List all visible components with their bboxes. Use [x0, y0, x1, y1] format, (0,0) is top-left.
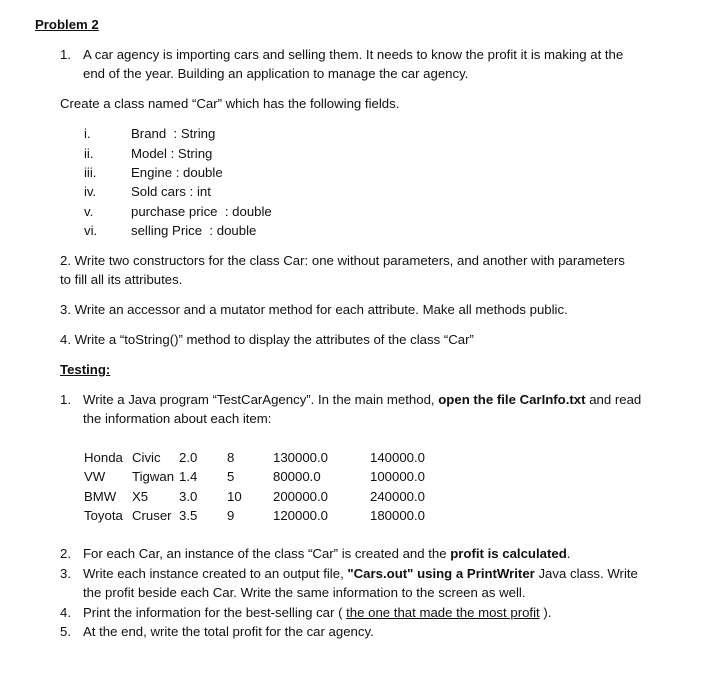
intro-line-1: A car agency is importing cars and selling them. It needs to know the profit it is making at the	[83, 47, 624, 62]
later-item-2-end: .	[566, 546, 571, 561]
testing-item-1-bold: open the file CarInfo.txt	[438, 392, 586, 407]
later-item-2-text: For each Car, an instance of the class “Car” is created and the	[83, 546, 451, 561]
table-cell-purchase: 120000.0	[273, 508, 329, 523]
later-item-3-number: 3.	[60, 566, 71, 581]
field-text: Sold cars : int	[131, 184, 211, 199]
table-cell-sold: 9	[227, 508, 235, 523]
later-item-4-number: 4.	[60, 605, 71, 620]
field-num: v.	[84, 204, 94, 219]
later-item-2	[83, 546, 570, 561]
later-item-2-number: 2.	[60, 546, 71, 561]
table-cell-sold: 8	[227, 450, 235, 465]
table-cell-model: Cruser	[132, 508, 172, 523]
table-cell-engine: 1.4	[179, 469, 198, 484]
later-item-3-line-2: the profit beside each Car. Write the same information to the screen as well.	[83, 585, 526, 600]
later-item-4-end: ).	[539, 605, 552, 620]
table-cell-purchase: 200000.0	[273, 489, 329, 504]
later-item-3-text: Write each instance created to an output file,	[83, 566, 348, 581]
field-text: Model : String	[131, 146, 213, 161]
later-item-5-number: 5.	[60, 624, 71, 639]
table-cell-selling: 240000.0	[370, 489, 426, 504]
table-cell-brand: Toyota	[84, 508, 123, 523]
field-num: i.	[84, 126, 91, 141]
later-item-4-text: Print the information for the best-selling car (	[83, 605, 347, 620]
table-cell-model: X5	[132, 489, 149, 504]
testing-item-1-part-1: Write a Java program “TestCarAgency”. In the main method,	[83, 392, 435, 407]
field-text: purchase price : double	[131, 204, 272, 219]
field-num: vi.	[84, 223, 98, 238]
table-cell-brand: BMW	[84, 489, 117, 504]
step-2-line-1: 2. Write two constructors for the class Car: one without parameters, and another with parameters	[60, 253, 625, 268]
table-cell-purchase: 130000.0	[273, 450, 329, 465]
testing-item-1-part-3: and read	[589, 392, 642, 407]
table-cell-engine: 2.0	[179, 450, 198, 465]
later-item-2-bold: profit is calculated	[450, 546, 567, 561]
table-cell-sold: 10	[227, 489, 242, 504]
field-num: iv.	[84, 184, 97, 199]
testing-item-1-line-1	[83, 392, 641, 407]
step-2-line-2: to fill all its attributes.	[60, 272, 183, 287]
table-cell-purchase: 80000.0	[273, 469, 321, 484]
intro-number: 1.	[60, 47, 71, 62]
later-item-4	[83, 605, 551, 620]
table-cell-model: Tigwan	[132, 469, 175, 484]
later-item-3-end: Java class. Write	[534, 566, 638, 581]
table-cell-sold: 5	[227, 469, 235, 484]
table-cell-selling: 180000.0	[370, 508, 426, 523]
later-item-3-line-1	[83, 566, 638, 581]
table-cell-brand: Honda	[84, 450, 123, 465]
field-num: ii.	[84, 146, 94, 161]
table-cell-engine: 3.0	[179, 489, 198, 504]
table-cell-model: Civic	[132, 450, 161, 465]
step-3: 3. Write an accessor and a mutator method for each attribute. Make all methods public.	[60, 302, 568, 317]
later-item-3-bold: "Cars.out" using a PrintWriter	[347, 566, 535, 581]
later-item-5: At the end, write the total profit for the car agency.	[83, 624, 374, 639]
table-cell-selling: 100000.0	[370, 469, 426, 484]
testing-heading: Testing:	[60, 362, 111, 377]
field-num: iii.	[84, 165, 97, 180]
field-text: selling Price : double	[131, 223, 257, 238]
later-item-4-underlined: the one that made the most profit	[346, 605, 540, 620]
field-text: Brand : String	[131, 126, 216, 141]
testing-item-1-line-2: the information about each item:	[83, 411, 272, 426]
table-cell-engine: 3.5	[179, 508, 198, 523]
step-4: 4. Write a “toString()” method to display the attributes of the class “Car”	[60, 332, 474, 347]
table-cell-brand: VW	[84, 469, 106, 484]
field-text: Engine : double	[131, 165, 223, 180]
intro-line-2: end of the year. Building an application to manage the car agency.	[83, 66, 469, 81]
class-prompt: Create a class named “Car” which has the following fields.	[60, 96, 400, 111]
testing-item-1-number: 1.	[60, 392, 71, 407]
table-cell-selling: 140000.0	[370, 450, 426, 465]
problem-title: Problem 2	[35, 17, 99, 32]
